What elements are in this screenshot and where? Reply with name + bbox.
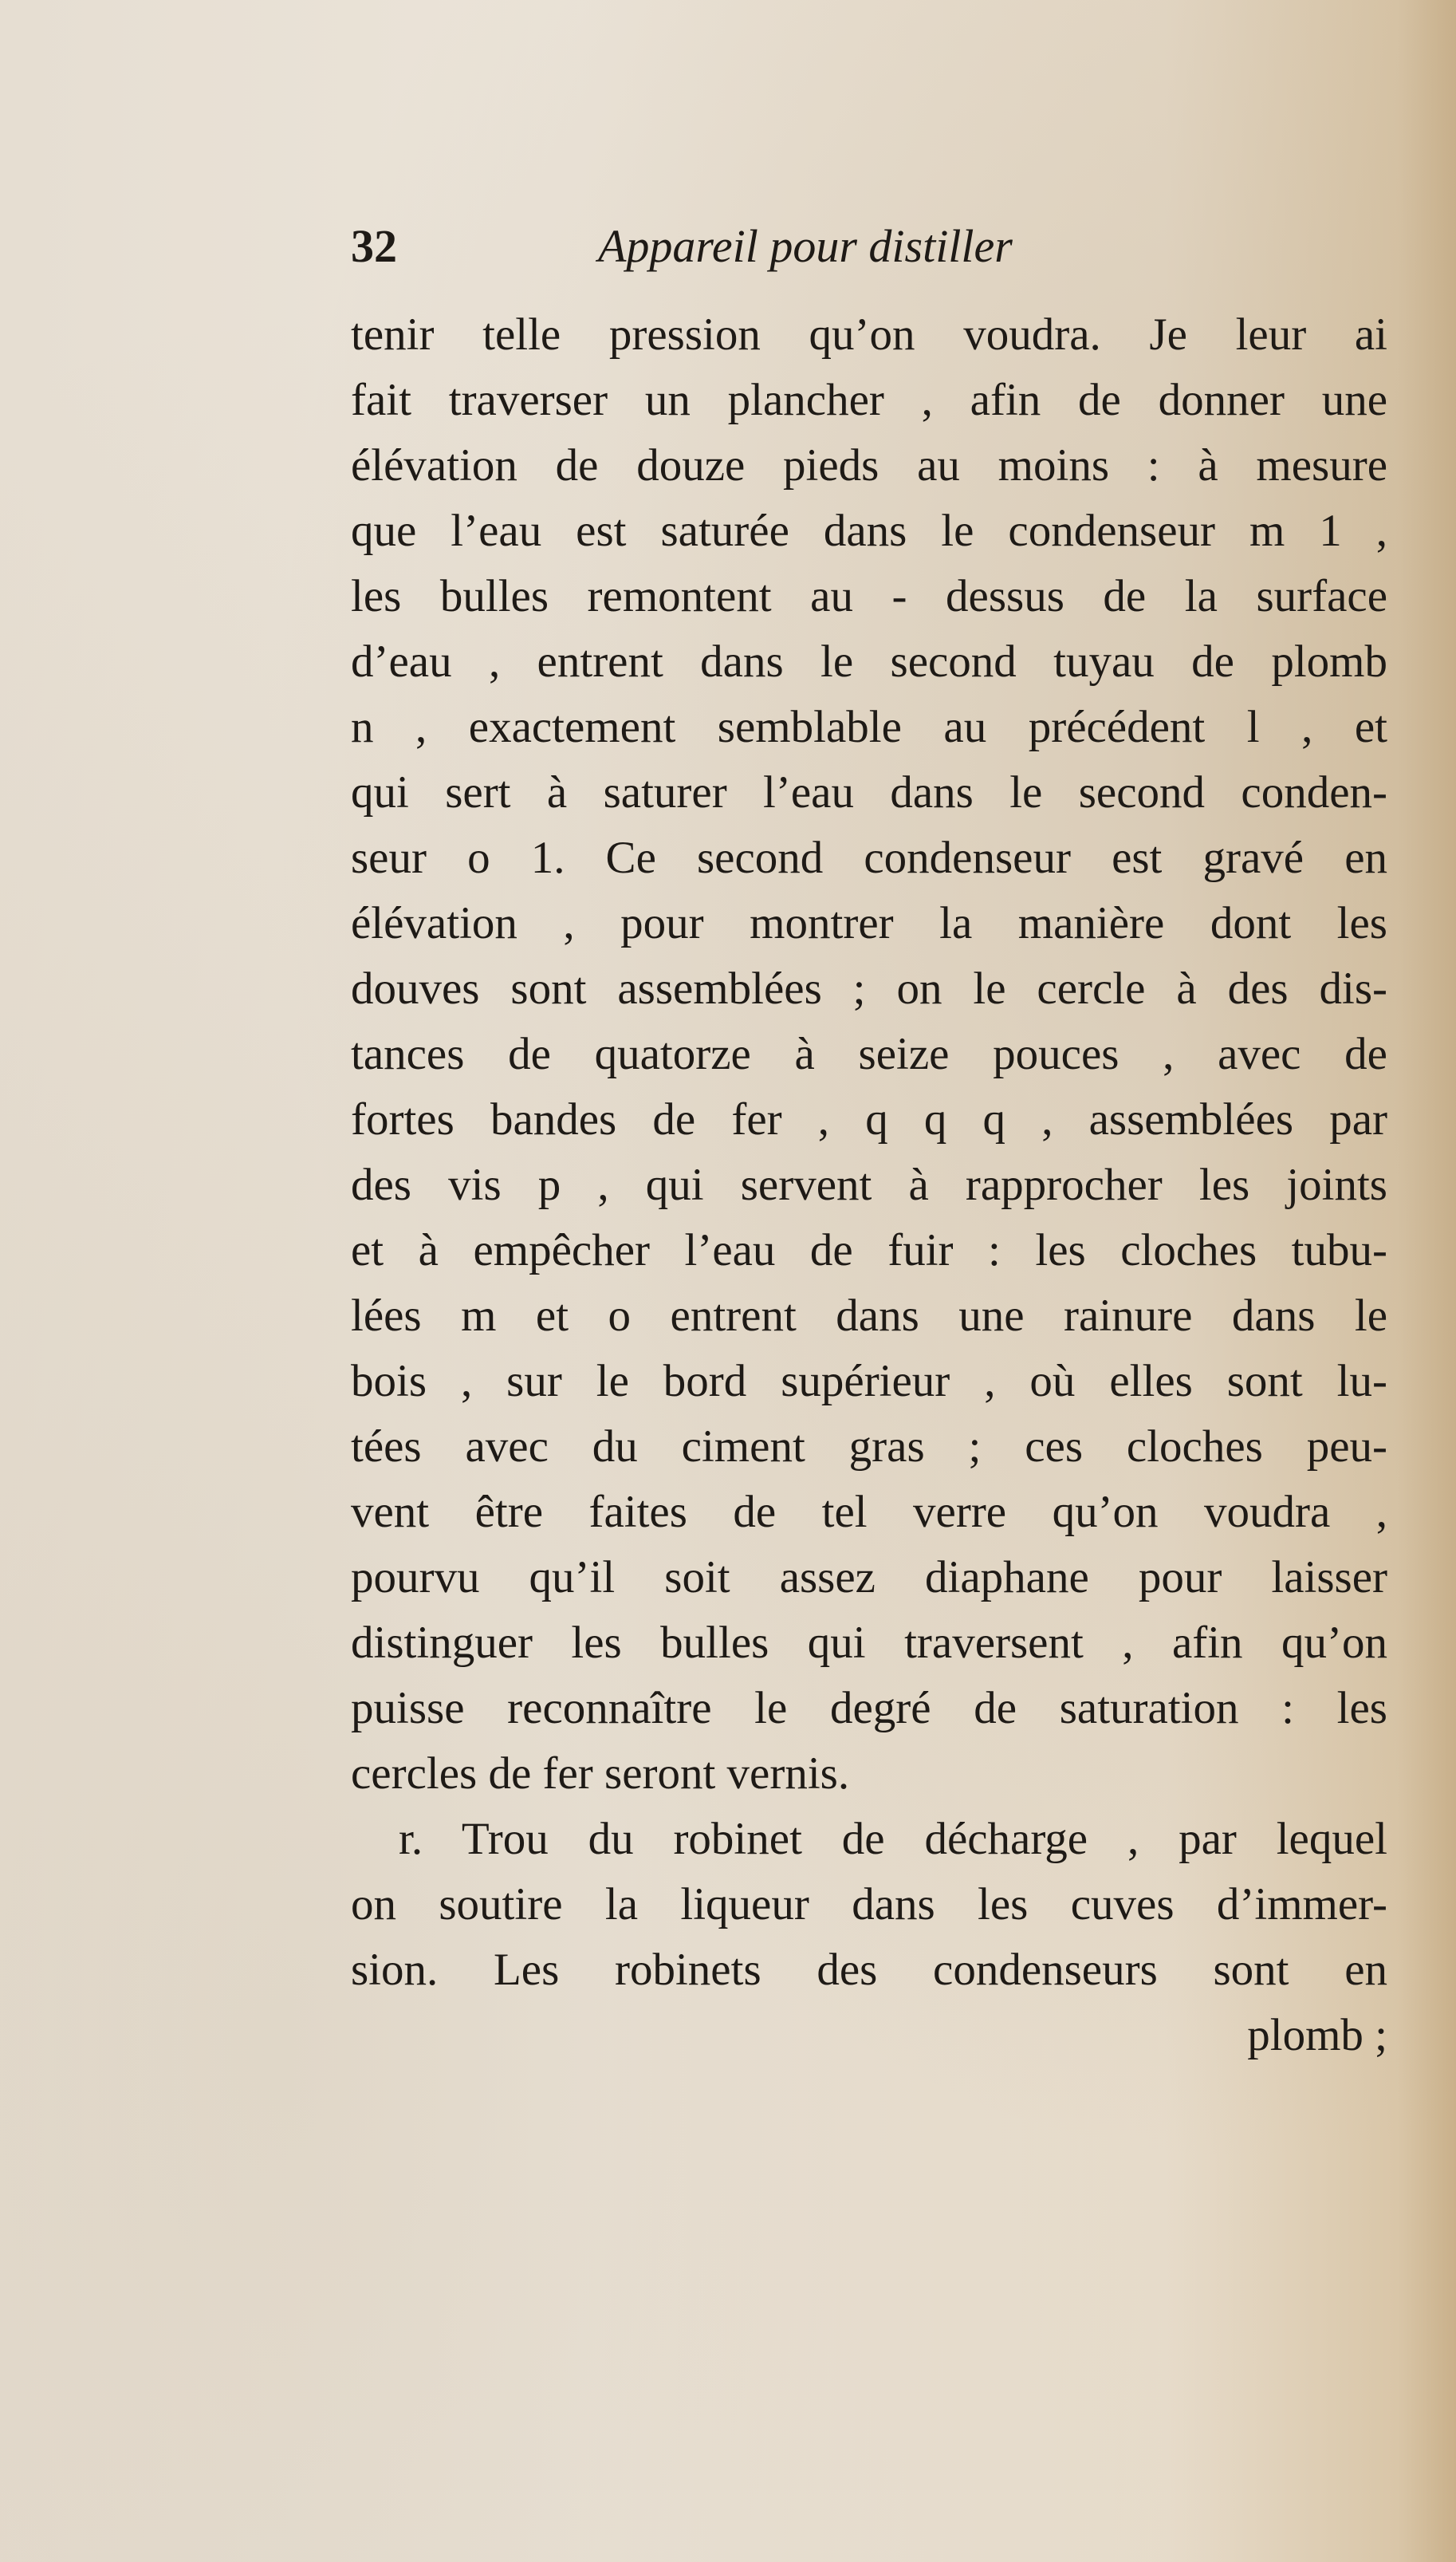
text-line: des vis p , qui servent à rapprocher les joints: [351, 1160, 1387, 1210]
text-line: d’eau , entrent dans le second tuyau de plomb: [351, 637, 1387, 687]
text-line: fortes bandes de fer , q q q , assemblées par: [351, 1094, 1387, 1145]
running-title: Appareil pour distiller: [598, 220, 1013, 272]
text-line: cercles de fer seront vernis.: [351, 1748, 850, 1799]
text-line: n , exactement semblable au précédent l , et: [351, 702, 1387, 752]
text-line: r. Trou du robinet de décharge , par lequel: [399, 1814, 1387, 1864]
text-line: douves sont assemblées ; on le cercle à des dis-: [351, 964, 1387, 1014]
text-line: sion. Les robinets des condenseurs sont en: [351, 1945, 1387, 1995]
text-line: tées avec du ciment gras ; ces cloches peu-: [351, 1421, 1387, 1472]
text-line: plomb ;: [1247, 2010, 1387, 2060]
text-line: on soutire la liqueur dans les cuves d’immer-: [351, 1879, 1387, 1929]
text-line: élévation de douze pieds au moins : à mesure: [351, 440, 1387, 491]
text-line: élévation , pour montrer la manière dont les: [351, 898, 1387, 948]
text-line: tances de quatorze à seize pouces , avec de: [351, 1029, 1387, 1079]
text-line: les bulles remontent au - dessus de la surface: [351, 571, 1387, 621]
text-line: pourvu qu’il soit assez diaphane pour laisser: [351, 1552, 1387, 1602]
page-header: [351, 219, 1148, 283]
text-line: seur o 1. Ce second condenseur est gravé en: [351, 833, 1387, 883]
text-line: distinguer les bulles qui traversent , afin qu’on: [351, 1618, 1387, 1668]
text-line: bois , sur le bord supérieur , où elles sont lu-: [351, 1356, 1387, 1406]
text-line: que l’eau est saturée dans le condenseur m 1 ,: [351, 506, 1387, 556]
text-line: fait traverser un plancher , afin de donner une: [351, 375, 1387, 425]
text-line: tenir telle pression qu’on voudra. Je leur ai: [351, 309, 1387, 360]
page-number: 32: [351, 220, 397, 272]
text-line: puisse reconnaître le degré de saturation : les: [351, 1683, 1387, 1733]
text-line: lées m et o entrent dans une rainure dans le: [351, 1291, 1387, 1341]
text-line: vent être faites de tel verre qu’on voudra ,: [351, 1487, 1387, 1537]
text-line: qui sert à saturer l’eau dans le second conden-: [351, 767, 1387, 818]
text-line: et à empêcher l’eau de fuir : les cloches tubu-: [351, 1225, 1387, 1275]
